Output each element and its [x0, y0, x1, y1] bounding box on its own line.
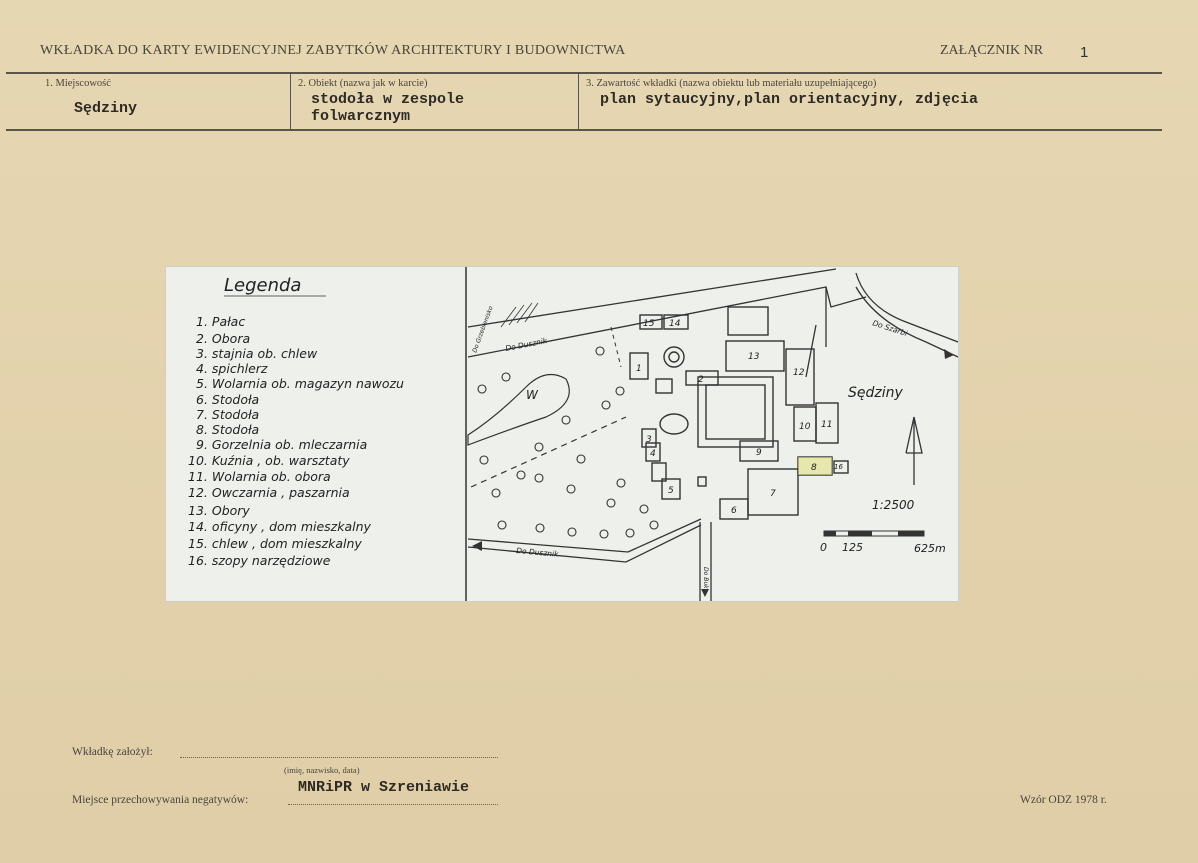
contents-value: plan sytaucyjny,plan orientacyjny, zdjęcia — [600, 91, 979, 108]
field-divider-1 — [290, 74, 291, 129]
attachment-label: ZAŁĄCZNIK NR — [940, 43, 1044, 58]
building-number: 16 — [834, 463, 843, 471]
building-number: 10 — [799, 422, 811, 432]
dashed-path — [471, 417, 626, 487]
scale-tick: 625m — [914, 542, 946, 555]
trees — [478, 347, 658, 538]
storage-label: Miejsce przechowywania negatywów: — [72, 794, 249, 806]
name-hint: (imię, nazwisko, data) — [284, 765, 360, 775]
object-value-line1: stodoła w zespole — [311, 91, 465, 108]
legend-item: 3. stajnia ob. chlew — [196, 346, 318, 361]
object-label: 2. Obiekt (nazwa jak w karcie) — [298, 78, 428, 89]
legend-item: 7. Stodoła — [196, 407, 260, 422]
founded-label: Wkładkę założył: — [72, 746, 153, 758]
legend-item: 16. szopy narzędziowe — [188, 553, 331, 568]
storage-line — [288, 804, 498, 805]
building-number: 12 — [793, 368, 805, 378]
object-value-line2: folwarcznym — [311, 108, 411, 125]
founded-line — [180, 757, 498, 758]
site-plan-photo — [166, 267, 958, 601]
form-label: Wzór ODZ 1978 r. — [1020, 794, 1107, 806]
building-number: 1 — [636, 364, 642, 374]
legend-item: 1. Pałac — [196, 314, 246, 329]
road-label: Do Grzebienisko — [471, 305, 495, 354]
buildings — [630, 307, 848, 519]
legend-item: 5. Wolarnia ob. magazyn nawozu — [196, 376, 404, 391]
water-label: W — [526, 388, 538, 402]
building-number: 4 — [650, 449, 656, 459]
header-top-rule — [6, 72, 1162, 74]
building-number: 9 — [756, 448, 762, 458]
legend-list — [188, 314, 404, 568]
road-label: Do Dusznik — [515, 546, 559, 559]
building-number: 14 — [669, 319, 681, 329]
building-number: 11 — [821, 420, 833, 430]
scale-ratio: 1:2500 — [872, 498, 915, 512]
building-number: 13 — [748, 352, 760, 362]
legend-item: 8. Stodoła — [196, 422, 260, 437]
building-number: 8 — [811, 463, 817, 473]
scale-tick: 125 — [842, 541, 863, 554]
legend-item: 9. Gorzelnia ob. mleczarnia — [196, 437, 368, 452]
card-title: WKŁADKA DO KARTY EWIDENCYJNEJ ZABYTKÓW ARCHITEKTURY I BUDOWNICTWA — [40, 43, 626, 58]
legend-item: 11. Wolarnia ob. obora — [188, 469, 331, 484]
locality-label: 1. Miejscowość — [45, 78, 111, 89]
building-number: 5 — [668, 486, 674, 496]
legend-item: 10. Kuźnia , ob. warsztaty — [188, 453, 350, 468]
header-bottom-rule — [6, 129, 1162, 131]
building-number: 2 — [698, 375, 704, 385]
legend-item: 12. Owczarnia , paszarnia — [188, 485, 350, 500]
contents-label: 3. Zawartość wkładki (nazwa obiektu lub materiału uzupełniającego) — [586, 78, 877, 89]
scale-ticks — [820, 541, 946, 555]
legend-item: 15. chlew , dom mieszkalny — [188, 536, 362, 551]
storage-value: MNRiPR w Szreniawie — [298, 779, 470, 796]
legend-title: Legenda — [224, 275, 302, 296]
scale-tick: 0 — [820, 541, 827, 554]
road-label: Do Szarbi — [871, 318, 909, 339]
locality-value: Sędziny — [74, 100, 138, 117]
village-label: Sędziny — [848, 385, 903, 401]
hatched-area — [501, 303, 538, 327]
building-number: 15 — [643, 319, 655, 329]
legend-item: 4. spichlerz — [196, 361, 268, 376]
scale-bar — [824, 531, 924, 536]
field-divider-2 — [578, 74, 579, 129]
attachment-number: 1 — [1080, 44, 1089, 61]
legend-item: 13. Obory — [188, 503, 250, 518]
north-arrow-icon — [906, 417, 922, 485]
building-number: 6 — [731, 506, 737, 516]
site-plan-drawing — [166, 267, 958, 601]
legend-item: 14. oficyny , dom mieszkalny — [188, 519, 371, 534]
building-number: 7 — [770, 489, 776, 499]
road-label: Do Buk — [702, 567, 709, 589]
legend-item: 6. Stodoła — [196, 392, 260, 407]
building-number: 3 — [646, 435, 652, 445]
legend-item: 2. Obora — [196, 331, 251, 346]
road-label: Do Dusznik — [504, 336, 548, 353]
